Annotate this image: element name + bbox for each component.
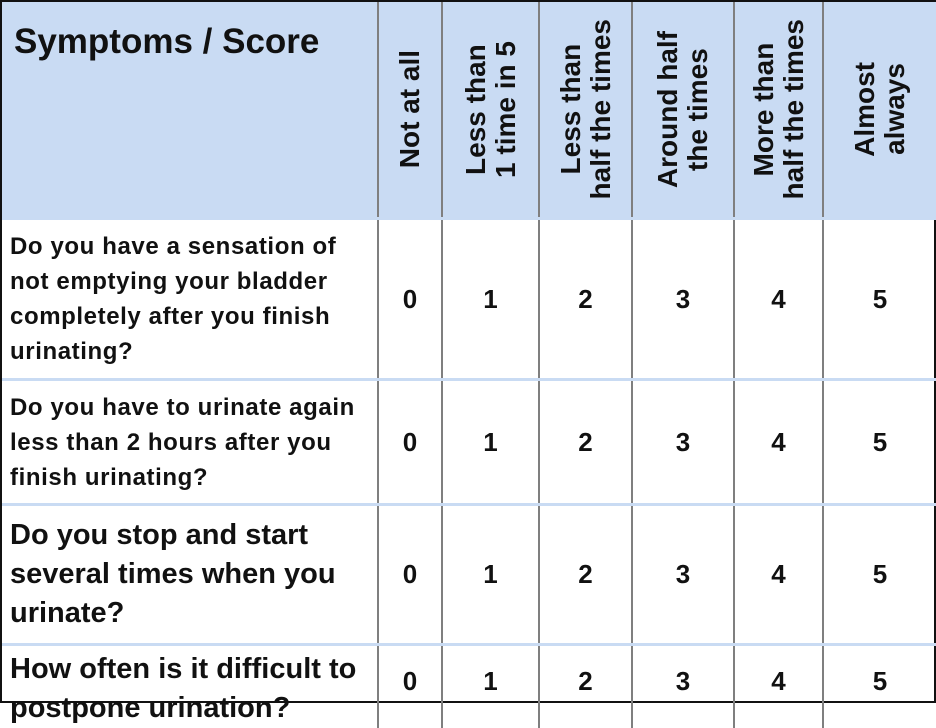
score-cell: 0 <box>378 645 442 728</box>
score-cell: 4 <box>734 645 823 728</box>
column-header-label: Around half the times <box>653 31 713 188</box>
column-header-around-half <box>632 2 734 219</box>
table-header <box>2 2 936 219</box>
score-cell: 5 <box>823 219 936 380</box>
score-cell: 1 <box>442 645 539 728</box>
question-cell: Do you have a sensation of not emptying your bladder completely after you finish urinating? <box>2 219 378 380</box>
score-cell: 1 <box>442 219 539 380</box>
question-cell: Do you stop and start several times when you urinate? <box>2 505 378 645</box>
score-cell: 0 <box>378 505 442 645</box>
score-cell: 5 <box>823 380 936 505</box>
score-cell: 3 <box>632 505 734 645</box>
header-row <box>2 2 936 219</box>
score-cell: 4 <box>734 219 823 380</box>
score-cell: 2 <box>539 380 632 505</box>
table-row <box>2 219 936 380</box>
table-title: Symptoms / Score <box>2 22 377 62</box>
score-cell: 4 <box>734 505 823 645</box>
score-cell: 5 <box>823 645 936 728</box>
column-header-less-than-1-in-5 <box>442 2 539 219</box>
column-header-label: Not at all <box>395 50 425 168</box>
score-cell: 2 <box>539 645 632 728</box>
question-cell: Do you have to urinate again less than 2 hours after you finish urinating? <box>2 380 378 505</box>
column-header-label: Almost always <box>850 62 910 157</box>
score-cell: 5 <box>823 505 936 645</box>
score-cell: 1 <box>442 505 539 645</box>
score-cell: 0 <box>378 219 442 380</box>
column-header-more-than-half <box>734 2 823 219</box>
column-header-label: Less than 1 time in 5 <box>461 41 521 178</box>
table-body <box>2 219 936 728</box>
score-cell: 0 <box>378 380 442 505</box>
table-row <box>2 505 936 645</box>
column-header-label: More than half the times <box>749 19 809 199</box>
column-header-label: Less than half the times <box>556 19 616 199</box>
header-corner-cell <box>2 2 378 219</box>
score-cell: 1 <box>442 380 539 505</box>
table-row <box>2 645 936 728</box>
score-cell: 2 <box>539 505 632 645</box>
score-cell: 3 <box>632 219 734 380</box>
score-cell: 3 <box>632 645 734 728</box>
column-header-almost-always <box>823 2 936 219</box>
score-cell: 3 <box>632 380 734 505</box>
column-header-not-at-all <box>378 2 442 219</box>
table-row <box>2 380 936 505</box>
symptom-score-table <box>2 2 936 728</box>
score-cell: 2 <box>539 219 632 380</box>
question-cell: How often is it difficult to postpone urination? <box>2 645 378 728</box>
score-cell: 4 <box>734 380 823 505</box>
column-header-less-than-half <box>539 2 632 219</box>
